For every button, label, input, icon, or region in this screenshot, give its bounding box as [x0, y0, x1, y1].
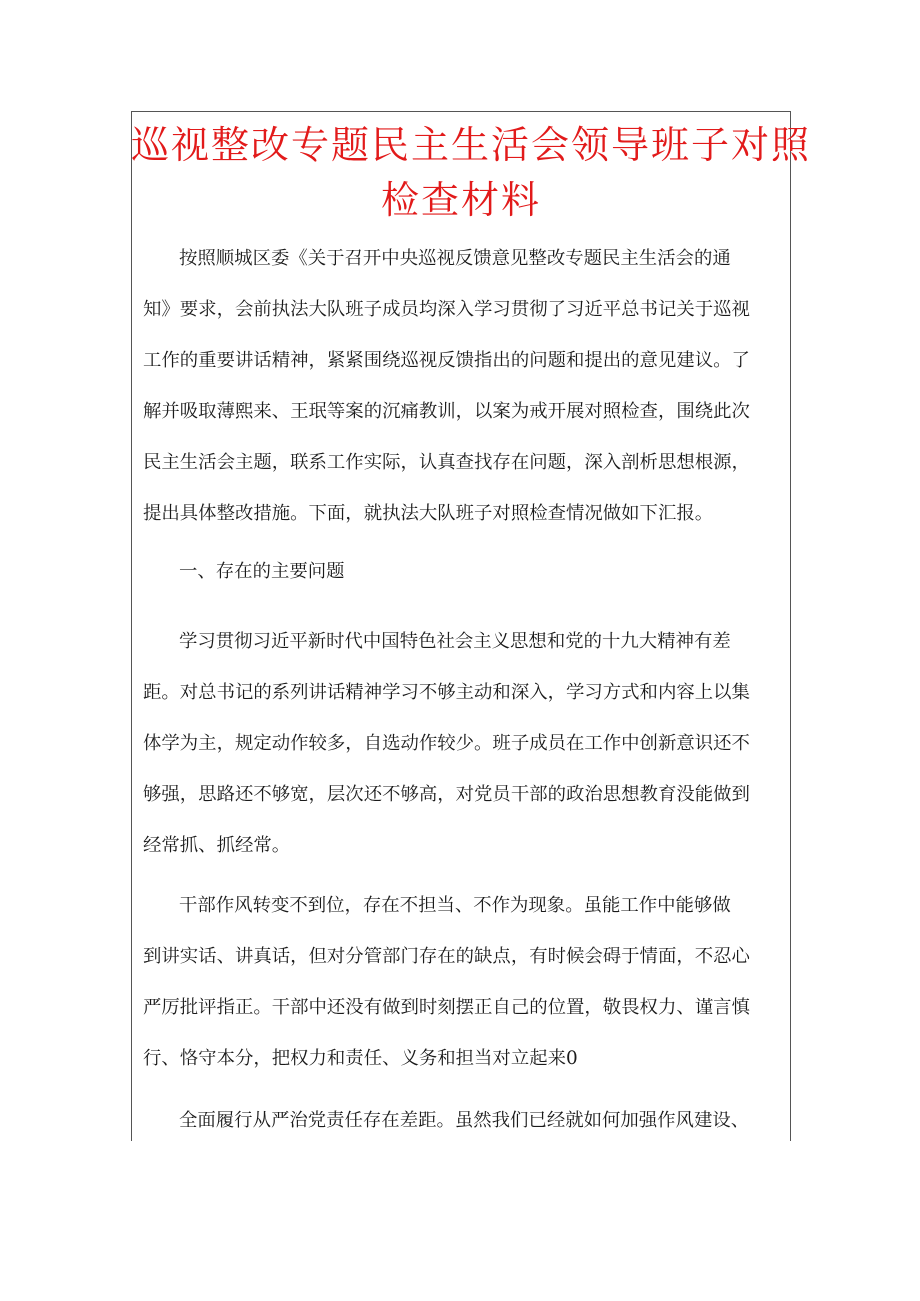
paragraph-line: 解并吸取薄熙来、王珉等案的沉痛教训，以案为戒开展对照检查，围绕此次 — [143, 401, 750, 422]
paragraph-line: 体学为主，规定动作较多，自选动作较少。班子成员在工作中创新意识还不 — [143, 733, 750, 754]
paragraph-intro — [143, 233, 789, 539]
paragraph-line: 提出具体整改措施。下面，就执法大队班子对照检查情况做如下汇报。 — [143, 503, 714, 524]
paragraph-line: 距。对总书记的系列讲话精神学习不够主动和深入，学习方式和内容上以集 — [143, 682, 750, 703]
paragraph-line: 工作的重要讲话精神，紧紧围绕巡视反馈指出的问题和提出的意见建议。了 — [143, 350, 750, 371]
paragraph-problem-1 — [143, 616, 789, 871]
paragraph-problem-2 — [143, 880, 789, 1084]
paragraph-line: 经常抓、抓经常。 — [143, 835, 291, 856]
section-heading — [143, 546, 789, 597]
paragraph-line: 干部作风转变不到位，存在不担当、不作为现象。虽能工作中能够做 — [179, 895, 731, 916]
paragraph-line: 按照顺城区委《关于召开中央巡视反馈意见整改专题民主生活会的通 — [179, 248, 731, 269]
paragraph-problem-3 — [143, 1095, 789, 1146]
paragraph-line: 学习贯彻习近平新时代中国特色社会主义思想和党的十九大精神有差 — [179, 631, 731, 652]
paragraph-line: 到讲实话、讲真话，但对分管部门存在的缺点，有时候会碍于情面，不忍心 — [143, 946, 750, 967]
paragraph-line: 民主生活会主题，联系工作实际，认真查找存在问题，深入剖析思想根源， — [143, 452, 750, 473]
paragraph-line: 够强，思路还不够宽，层次还不够高，对党员干部的政治思想教育没能做到 — [143, 784, 750, 805]
title-line-2: 检查材料 — [380, 178, 541, 222]
title-line-1: 巡视整改专题民主生活会领导班子对照 — [131, 123, 812, 167]
paragraph-line: 知》要求，会前执法大队班子成员均深入学习贯彻了习近平总书记关于巡视 — [143, 299, 750, 320]
paragraph-line: 严厉批评指正。干部中还没有做到时刻摆正自己的位置，敬畏权力、谨言慎 — [143, 997, 750, 1018]
heading-line: 一、存在的主要问题 — [179, 561, 345, 582]
document-title — [131, 118, 812, 228]
paragraph-line: 行、恪守本分，把权力和责任、义务和担当对立起来0 — [143, 1048, 578, 1069]
paragraph-line: 全面履行从严治党责任存在差距。虽然我们已经就如何加强作风建设、 — [179, 1110, 750, 1131]
